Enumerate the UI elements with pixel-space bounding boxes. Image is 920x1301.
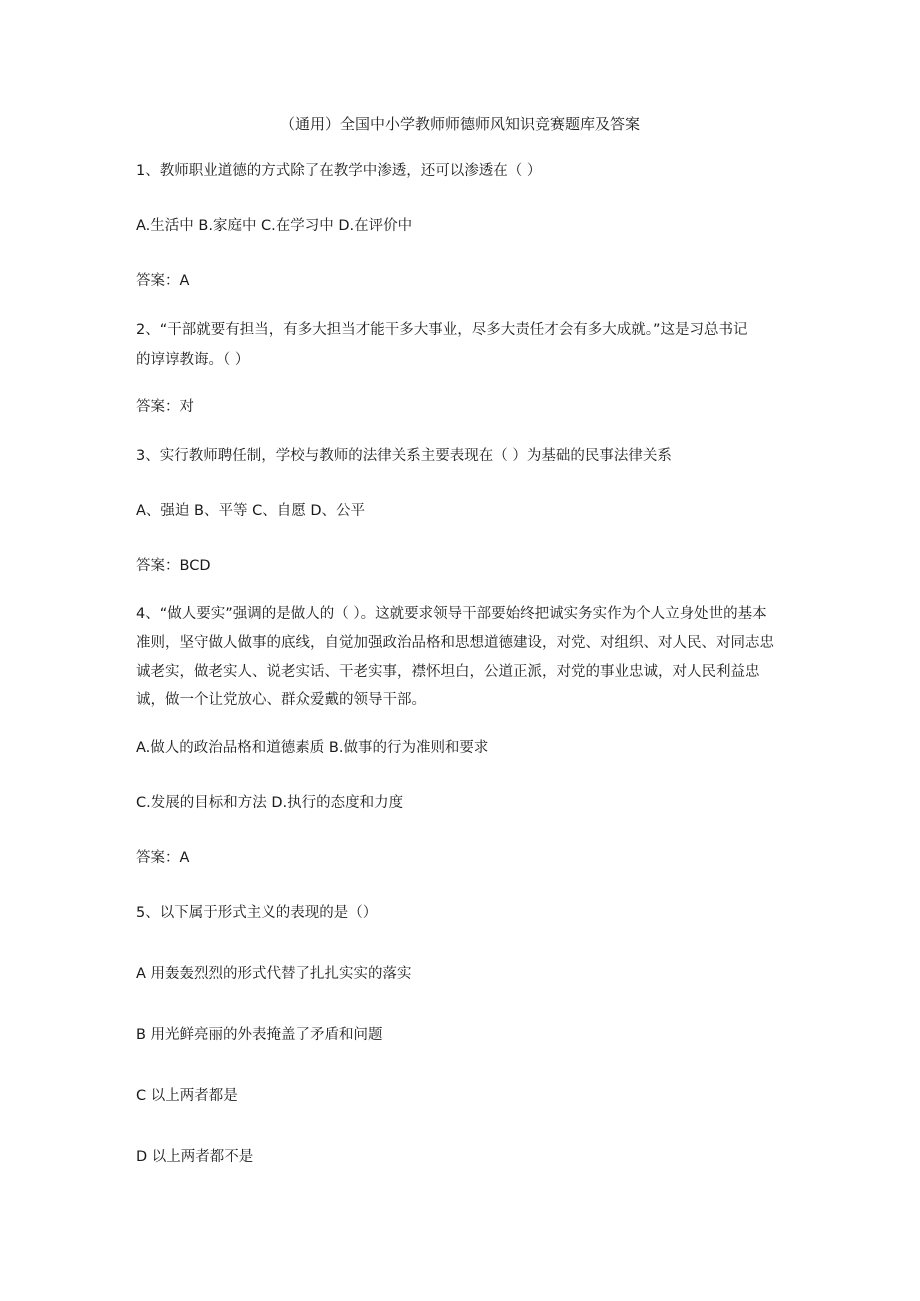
question-2-answer: 答案：对 bbox=[136, 399, 194, 415]
question-5-option-b: B 用光鲜亮丽的外表掩盖了矛盾和问题 bbox=[136, 1027, 383, 1043]
question-4-options-line-1: A.做人的政治品格和道德素质 B.做事的行为准则和要求 bbox=[136, 740, 489, 756]
question-2-text-line-2: 的谆谆教诲。（ ） bbox=[136, 352, 250, 368]
question-5-option-c: C 以上两者都是 bbox=[136, 1088, 238, 1104]
question-2-text-line-1: 2、“干部就要有担当，有多大担当才能干多大事业，尽多大责任才会有多大成就。”这是习总书记 bbox=[136, 322, 748, 338]
question-5-option-d: D 以上两者都不是 bbox=[136, 1149, 254, 1165]
document-title: （通用）全国中小学教师师德师风知识竞赛题库及答案 bbox=[279, 115, 640, 133]
question-4-options-line-2: C.发展的目标和方法 D.执行的态度和力度 bbox=[136, 795, 404, 811]
question-4-text-line-2: 准则，坚守做人做事的底线，自觉加强政治品格和思想道德建设，对党、对组织、对人民、对同志忠 bbox=[136, 635, 774, 651]
question-4-answer: 答案：A bbox=[136, 850, 190, 866]
question-4-text-line-3: 诚老实，做老实人、说老实话、干老实事，襟怀坦白，公道正派，对党的事业忠诚，对人民利益忠 bbox=[136, 664, 760, 680]
question-3-options: A、强迫 B、平等 C、自愿 D、公平 bbox=[136, 503, 365, 519]
question-1-options: A.生活中 B.家庭中 C.在学习中 D.在评价中 bbox=[136, 218, 413, 234]
question-1-answer: 答案：A bbox=[136, 273, 190, 289]
question-3-answer: 答案：BCD bbox=[136, 558, 211, 574]
question-3-text: 3、实行教师聘任制，学校与教师的法律关系主要表现在（ ）为基础的民事法律关系 bbox=[136, 448, 672, 464]
question-4-text-line-4: 诚，做一个让党放心、群众爱戴的领导干部。 bbox=[136, 692, 426, 708]
question-1-text: 1、教师职业道德的方式除了在教学中渗透，还可以渗透在（ ） bbox=[136, 163, 542, 179]
question-5-option-a: A 用轰轰烈烈的形式代替了扎扎实实的落实 bbox=[136, 966, 412, 982]
question-5-text: 5、以下属于形式主义的表现的是（） bbox=[136, 905, 378, 921]
question-4-text-line-1: 4、“做人要实”强调的是做人的（ ）。这就要求领导干部要始终把诚实务实作为个人立身处世的基本 bbox=[136, 606, 767, 622]
